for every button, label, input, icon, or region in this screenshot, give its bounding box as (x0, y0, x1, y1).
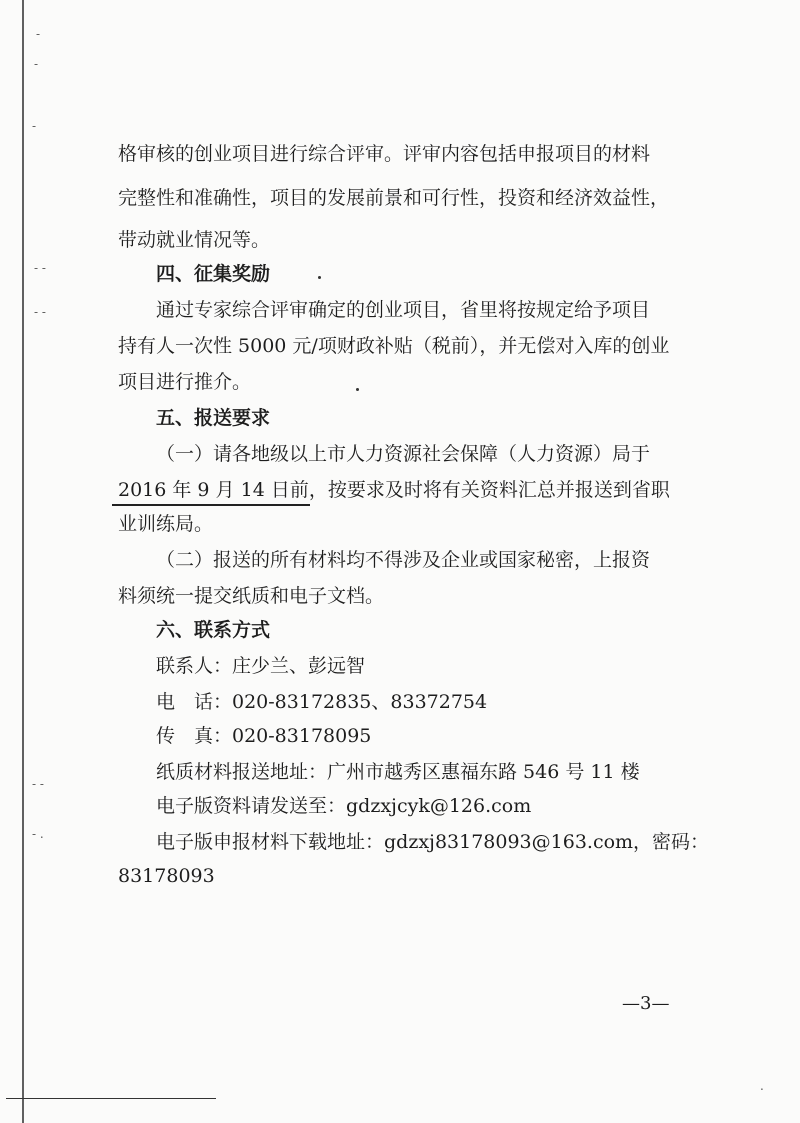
paragraph-line: 料须统一提交纸质和电子文档。 (118, 585, 385, 607)
paragraph-line: 2016 年 9 月 14 日前，按要求及时将有关资料汇总并报送到省职 (118, 479, 670, 501)
ink-dot (356, 388, 359, 391)
paragraph-line: 持有人一次性 5000 元/项财政补贴（税前），并无偿对入库的创业 (118, 335, 670, 357)
scan-speck: - (32, 119, 37, 133)
bottom-rule (6, 1098, 216, 1099)
mailing-address: 纸质材料报送地址：广州市越秀区惠福东路 546 号 11 楼 (156, 761, 640, 783)
paragraph-line: 业训练局。 (118, 513, 214, 535)
contact-fax: 传 真：020-83178095 (156, 725, 372, 747)
scan-speck: - - (32, 777, 44, 791)
paragraph-line: （二）报送的所有材料均不得涉及企业或国家秘密，上报资 (156, 549, 651, 571)
ink-dot (318, 276, 321, 279)
handwritten-underline (112, 504, 310, 506)
paragraph-line: 格审核的创业项目进行综合评审。评审内容包括申报项目的材料 (118, 143, 651, 165)
paragraph-line: 通过专家综合评审确定的创业项目，省里将按规定给予项目 (156, 299, 651, 321)
scan-speck: - - (34, 261, 46, 275)
scan-speck: - (36, 27, 41, 41)
contact-person: 联系人：庄少兰、彭远智 (156, 655, 366, 677)
paragraph-line: （一）请各地级以上市人力资源社会保障（人力资源）局于 (156, 443, 651, 465)
section-heading-requirements: 五、报送要求 (156, 407, 271, 429)
download-password: 83178093 (118, 865, 215, 887)
scan-speck: . (760, 1079, 764, 1093)
section-heading-awards: 四、征集奖励 (156, 263, 271, 285)
page-number: —3— (622, 993, 670, 1014)
paragraph-line: 带动就业情况等。 (118, 229, 271, 251)
scan-speck: - - (34, 305, 46, 319)
scan-speck: - . (32, 827, 44, 841)
paragraph-line: 完整性和准确性，项目的发展前景和可行性，投资和经济效益性， (118, 187, 670, 209)
binding-margin-line (22, 0, 24, 1123)
download-address: 电子版申报材料下载地址：gdzxj83178093@163.com，密码： (156, 831, 710, 853)
section-heading-contact: 六、联系方式 (156, 619, 271, 641)
paragraph-line: 项目进行推介。 (118, 371, 252, 393)
contact-phone: 电 话：020-83172835、83372754 (156, 691, 488, 713)
scan-speck: - (34, 57, 39, 71)
submission-email: 电子版资料请发送至：gdzxjcyk@126.com (156, 795, 532, 817)
